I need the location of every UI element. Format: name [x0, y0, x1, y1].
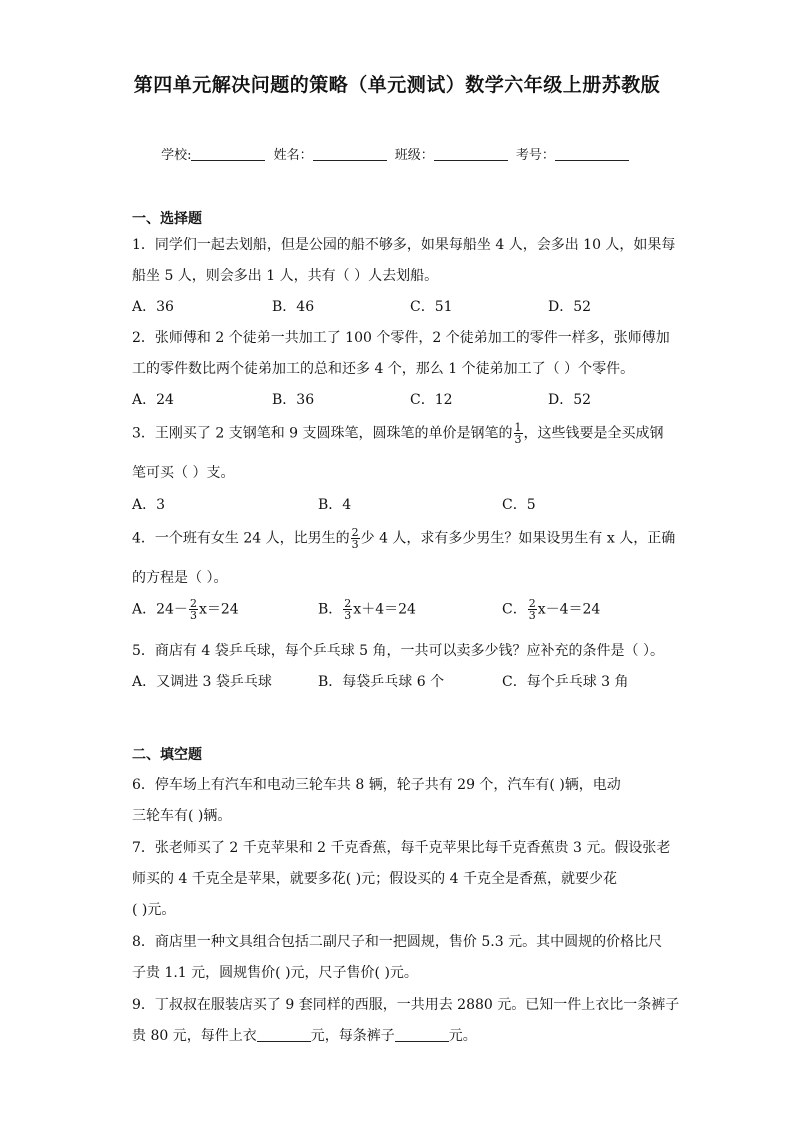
name-label: 姓名： — [273, 148, 313, 163]
q2-option-c[interactable]: C．12 — [410, 392, 453, 408]
q3-frac-num: 1 — [514, 421, 522, 434]
q4-optB-frac-num: 2 — [344, 597, 352, 610]
q9-text-a: 贵 80 元，每件上衣 — [132, 1028, 257, 1044]
q4-optB-text-b: x＋4＝24 — [353, 601, 416, 618]
q3-text-b: ，这些钱要是全买成钢 — [523, 425, 664, 442]
q4-optA-frac-num: 2 — [189, 597, 197, 610]
section-choice-heading: 一、选择题 — [132, 211, 202, 227]
section-fill-heading: 二、填空题 — [132, 747, 202, 763]
q3-line1 — [132, 422, 664, 445]
q2-option-b[interactable]: B．36 — [272, 392, 315, 408]
number-blank[interactable] — [555, 148, 629, 161]
q3-text-a: 3．王刚买了 2 支钢笔和 9 支圆珠笔，圆珠笔的单价是钢笔的 — [132, 425, 513, 442]
q4-fraction — [351, 527, 360, 550]
q4-optC-fraction — [528, 598, 537, 621]
number-label: 考号： — [515, 148, 555, 163]
q4-optC-text-b: x－4＝24 — [537, 601, 601, 618]
q2-line1: 2．张师傅和 2 个徒弟一共加工了 100 个零件，2 个徒弟加工的零件一样多，张师傅加 — [132, 330, 670, 346]
q4-optC-frac-num: 2 — [528, 597, 536, 610]
q9-text-b: 元，每条裤子 — [310, 1028, 395, 1044]
q1-line2: 船坐 5 人，则会多出 1 人，共有（ ）人去划船。 — [132, 268, 439, 284]
q2-option-d[interactable]: D．52 — [548, 392, 592, 408]
q4-text-a: 4．一个班有女生 24 人，比男生的 — [132, 530, 350, 547]
q3-option-c[interactable]: C．5 — [502, 497, 536, 513]
q9-line1: 9．丁叔叔在服装店买了 9 套同样的西服，一共用去 2880 元。已知一件上衣比一条裤子 — [132, 997, 680, 1013]
q7-line1: 7．张老师买了 2 千克苹果和 2 千克香蕉，每千克苹果比每千克香蕉贵 3 元。假设张老 — [132, 840, 671, 856]
q4-line2: 的方程是（ ）。 — [132, 570, 228, 586]
q8-line2: 子贵 1.1 元，圆规售价( )元，尺子售价( )元。 — [132, 965, 418, 981]
q6-line1: 6．停车场上有汽车和电动三轮车共 8 辆，轮子共有 29 个，汽车有( )辆，电动 — [132, 777, 621, 793]
q5-option-a[interactable]: A．又调进 3 袋乒乓球 — [132, 674, 272, 690]
name-blank[interactable] — [313, 148, 387, 161]
q4-line1 — [132, 527, 675, 550]
q4-optB-text-a: B． — [318, 601, 343, 618]
q9-blank-trousers[interactable] — [395, 1029, 449, 1042]
q4-optB-frac-den: 3 — [344, 609, 352, 622]
q4-optA-text-b: x＝24 — [198, 601, 239, 618]
q3-frac-den: 3 — [514, 433, 522, 446]
q1-line1: 1．同学们一起去划船，但是公园的船不够多，如果每船坐 4 人，会多出 10 人，如果每 — [132, 237, 676, 253]
q7-line2: 师买的 4 千克全是苹果，就要多花( )元；假设买的 4 千克全是香蕉，就要少花 — [132, 871, 617, 887]
q4-optC-text-a: C． — [502, 601, 527, 618]
q4-option-c[interactable] — [502, 598, 600, 621]
q3-option-b[interactable]: B．4 — [318, 497, 352, 513]
class-label: 班级： — [394, 148, 434, 163]
q4-optB-fraction — [343, 598, 352, 621]
q2-line2: 工的零件数比两个徒弟加工的总和还多 4 个，那么 1 个徒弟加工了（ ）个零件。 — [132, 361, 635, 377]
q2-option-a[interactable]: A．24 — [132, 392, 174, 408]
school-label: 学校: — [161, 148, 192, 163]
q4-optC-frac-den: 3 — [528, 609, 536, 622]
q4-optA-fraction — [189, 598, 198, 621]
q4-optA-text-a: A．24－ — [132, 601, 188, 618]
q6-line2: 三轮车有( )辆。 — [132, 808, 232, 824]
q1-option-b[interactable]: B．46 — [272, 299, 315, 315]
q3-option-a[interactable]: A．3 — [132, 497, 166, 513]
q4-text-b: 少 4 人，求有多少男生？如果设男生有 x 人，正确 — [360, 530, 676, 547]
q4-option-b[interactable] — [318, 598, 416, 621]
q4-frac-den: 3 — [351, 538, 359, 551]
q8-line1: 8．商店里一种文具组合包括二副尺子和一把圆规，售价 5.3 元。其中圆规的价格比尺 — [132, 934, 663, 950]
q4-frac-num: 2 — [351, 526, 359, 539]
q1-option-c[interactable]: C．51 — [410, 299, 453, 315]
q7-line3: ( )元。 — [132, 902, 176, 918]
q3-line2: 笔可买（ ）支。 — [132, 465, 235, 481]
q9-line2 — [132, 1025, 477, 1045]
q9-blank-jacket[interactable] — [257, 1029, 311, 1042]
q3-fraction — [514, 422, 523, 445]
q1-option-a[interactable]: A．36 — [132, 299, 174, 315]
q1-option-d[interactable]: D．52 — [548, 299, 592, 315]
q4-option-a[interactable] — [132, 598, 239, 621]
q5-option-c[interactable]: C．每个乒乓球 3 角 — [502, 674, 629, 690]
class-blank[interactable] — [434, 148, 508, 161]
q9-text-c: 元。 — [448, 1028, 477, 1044]
student-info-row — [0, 144, 794, 163]
school-blank[interactable] — [191, 148, 265, 161]
q5-line1: 5．商店有 4 袋乒乓球，每个乒乓球 5 角，一共可以卖多少钱？应补充的条件是（ ）。 — [132, 643, 664, 659]
page-title: 第四单元解决问题的策略（单元测试）数学六年级上册苏教版 — [133, 74, 661, 96]
q5-option-b[interactable]: B．每袋乒乓球 6 个 — [318, 674, 445, 690]
q4-optA-frac-den: 3 — [189, 609, 197, 622]
